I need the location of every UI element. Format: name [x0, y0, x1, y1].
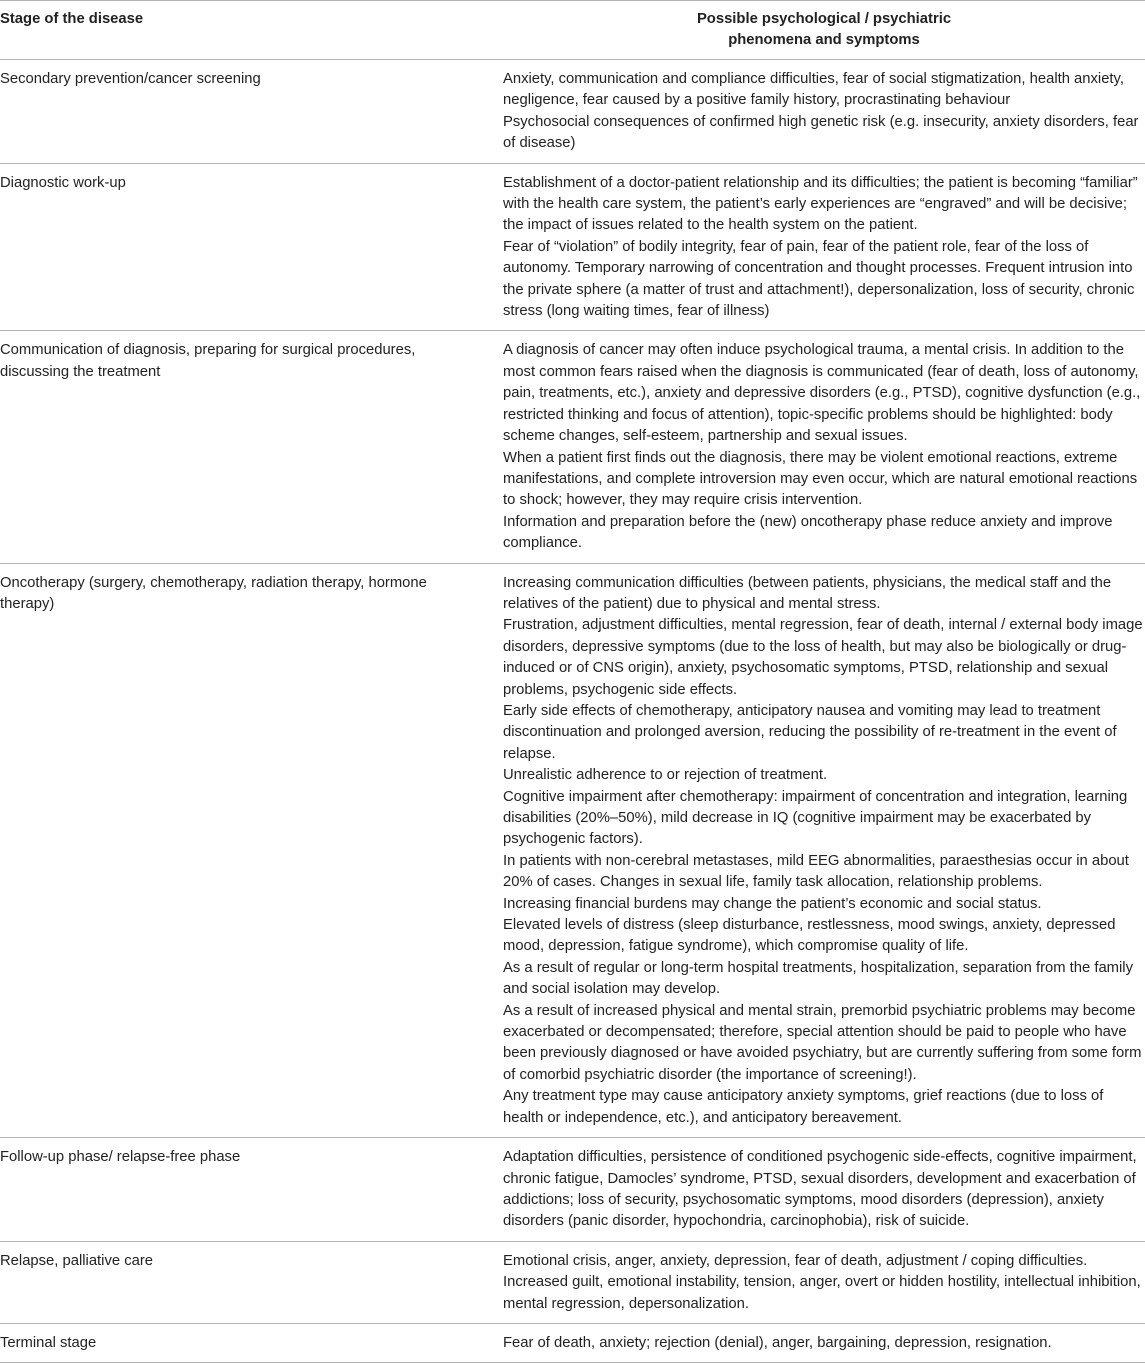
symptom-item: Psychosocial consequences of confirmed high genetic risk (e.g. insecurity, anxiety disorders, fear of disease) [503, 113, 1139, 152]
symptoms-cell [503, 1241, 1145, 1323]
symptom-item: Elevated levels of distress (sleep disturbance, restlessness, mood swings, anxiety, depressed mood, depression, fatigue syndrome), which compromise quality of life. [503, 917, 1116, 955]
symptom-item: Fear of “violation” of bodily integrity, fear of pain, fear of the patient role, fear of the loss of autonomy. Temporary narrowing of concentration and thought processes. Frequent intrusion into the private sphere (a matter of trust and attachment!), depersonalization, loss of security, chronic stress (long waiting times, fear of illness) [503, 238, 1135, 320]
table-row [0, 563, 1145, 1138]
stage-cell: Relapse, palliative care [0, 1241, 503, 1323]
symptoms-cell [503, 331, 1145, 563]
symptom-item: As a result of increased physical and mental strain, premorbid psychiatric problems may become exacerbated or decompensated; therefore, special attention should be paid to people who have been previously diagnosed or have avoided psychiatry, but are currently suffering from some form of comorbid psychiatric disorder (the importance of screening!). [503, 1002, 1142, 1083]
symptoms-cell [503, 163, 1145, 331]
table-row [0, 60, 1145, 164]
symptoms-cell [503, 563, 1145, 1138]
header-phenomena-text: Possible psychological / psychiatric phenomena and symptoms [696, 11, 952, 48]
symptom-item: Adaptation difficulties, persistence of conditioned psychogenic side-effects, cognitive impairment, chronic fatigue, Damocles’ syndrome, PTSD, sexual disorders, development and exacerbation of addictions; loss of security, psychosomatic symptoms, mood disorders (depression), anxiety disorders (panic disorder, hypochondria, carcinophobia), risk of suicide. [503, 1149, 1137, 1230]
table-row [0, 331, 1145, 563]
stage-cell: Diagnostic work-up [0, 163, 503, 331]
stage-cell: Oncotherapy (surgery, chemotherapy, radiation therapy, hormone therapy) [0, 563, 503, 1138]
symptom-item: When a patient first finds out the diagnosis, there may be violent emotional reactions, extreme manifestations, and complete introversion may even occur, which are natural emotional reactions to shock; however, they may require crisis intervention. [503, 449, 1138, 509]
symptom-item: In patients with non-cerebral metastases, mild EEG abnormalities, paraesthesias occur in about 20% of cases. Changes in sexual life, family task allocation, relationship problems. [503, 852, 1129, 891]
symptom-item: Frustration, adjustment difficulties, mental regression, fear of death, internal / external body image disorders, depressive symptoms (due to the loss of health, but may also be biologically or drug-induced or of CNS origin), anxiety, psychosomatic symptoms, PTSD, relationship and sexual problems, psychogenic side effects. [503, 617, 1143, 698]
symptom-item: Information and preparation before the (new) oncotherapy phase reduce anxiety and improve compliance. [503, 513, 1113, 552]
table-row [0, 1241, 1145, 1323]
symptom-item: Early side effects of chemotherapy, anticipatory nausea and vomiting may lead to treatment discontinuation and prolonged aversion, reducing the possibility of re-treatment in the event of relapse. [503, 702, 1117, 762]
symptom-item: Increased guilt, emotional instability, tension, anger, overt or hidden hostility, intellectual inhibition, mental regression, depersonalization. [503, 1274, 1141, 1312]
table-row [0, 1138, 1145, 1242]
stage-cell: Terminal stage [0, 1323, 503, 1362]
symptom-item: Increasing communication difficulties (between patients, physicians, the medical staff and the relatives of the patient) due to physical and mental stress. [503, 574, 1112, 612]
table-row [0, 1323, 1145, 1362]
header-row [0, 1, 1145, 60]
symptom-item: Emotional crisis, anger, anxiety, depression, fear of death, adjustment / coping difficulties. [503, 1252, 1088, 1269]
stage-cell: Follow-up phase/ relapse-free phase [0, 1138, 503, 1242]
symptoms-cell [503, 60, 1145, 164]
stage-cell: Communication of diagnosis, preparing for surgical procedures, discussing the treatment [0, 331, 503, 563]
symptom-item: Establishment of a doctor-patient relationship and its difficulties; the patient is becoming “familiar” with the health care system, the patient’s early experiences are “engraved” and will be decisive; the impact of issues related to the health system on the patient. [503, 174, 1138, 234]
symptom-item: Unrealistic adherence to or rejection of treatment. [503, 767, 828, 784]
symptom-item: Any treatment type may cause anticipatory anxiety symptoms, grief reactions (due to loss of health or independence, etc.), and anticipatory bereavement. [503, 1088, 1104, 1126]
stage-cell: Secondary prevention/cancer screening [0, 60, 503, 164]
symptom-item: Anxiety, communication and compliance difficulties, fear of social stigmatization, health anxiety, negligence, fear caused by a positive family history, procrastinating behaviour [503, 71, 1124, 109]
symptoms-cell [503, 1138, 1145, 1242]
symptom-item: As a result of regular or long-term hospital treatments, hospitalization, separation from the family and social isolation may develop. [503, 959, 1133, 998]
symptom-item: Increasing financial burdens may change the patient’s economic and social status. [503, 895, 1042, 912]
symptom-item: A diagnosis of cancer may often induce psychological trauma, a mental crisis. In addition to the most common fears raised when the diagnosis is communicated (fear of death, loss of autonomy, pain, treatments, etc.), anxiety and depressive disorders (e.g., PTSD), cognitive dysfunction (e.g., restricted thinking and focus of attention), topic-specific problems should be highlighted: body scheme changes, self-esteem, partnership and sexual issues. [503, 342, 1141, 445]
header-phenomena [503, 1, 1145, 60]
symptom-item: Fear of death, anxiety; rejection (denial), anger, bargaining, depression, resignation. [503, 1334, 1052, 1351]
symptom-item: Cognitive impairment after chemotherapy: impairment of concentration and integration, learning disabilities (20%–50%), mild decrease in IQ (cognitive impairment may be exacerbated by psychogenic factors). [503, 788, 1128, 848]
symptoms-cell [503, 1323, 1145, 1362]
table-row [0, 163, 1145, 331]
header-stage: Stage of the disease [0, 1, 503, 60]
